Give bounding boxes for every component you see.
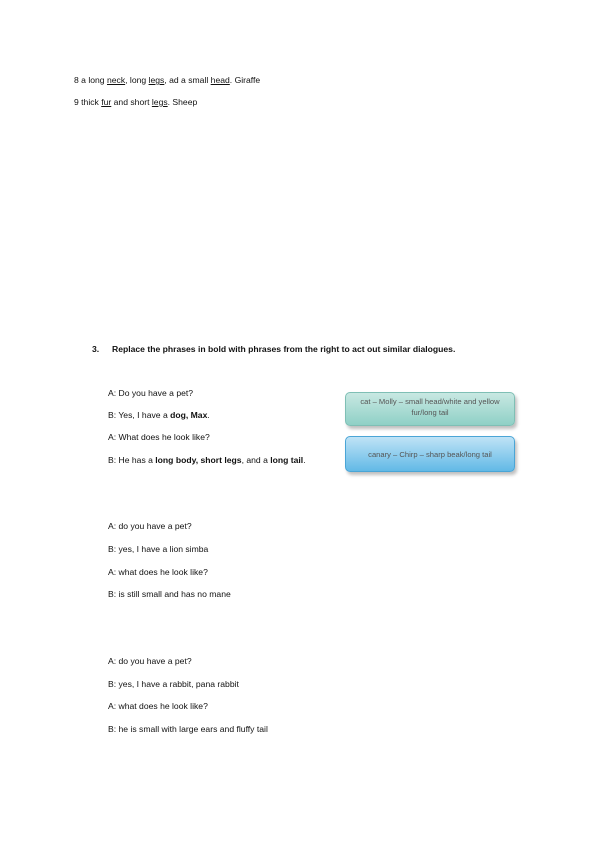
- underlined-word: neck: [106, 75, 126, 85]
- underlined-word: legs: [151, 97, 168, 107]
- dialogue1-line3: A: What does he look like?: [108, 432, 210, 442]
- dialogue2-line3: A: what does he look like?: [108, 567, 208, 577]
- bold-phrase: long tail: [270, 455, 304, 465]
- bold-phrase: long body, short legs: [155, 455, 242, 465]
- dialogue3-line1: A: do you have a pet?: [108, 656, 192, 666]
- bold-phrase: dog, Max: [170, 410, 208, 420]
- dialogue2-line4: B: is still small and has no mane: [108, 589, 231, 599]
- answer-line-9: 9 thick fur and short legs. Sheep: [74, 97, 198, 107]
- task-number: 3.: [92, 344, 100, 354]
- dialogue2-line1: A: do you have a pet?: [108, 521, 192, 531]
- task-instruction: Replace the phrases in bold with phrases from the right to act out similar dialogues.: [112, 344, 456, 354]
- dialogue3-line2: B: yes, I have a rabbit, pana rabbit: [108, 679, 239, 689]
- underlined-word: head: [210, 75, 230, 85]
- option-box-cat: cat – Molly – small head/white and yellow fur/long tail: [345, 392, 515, 426]
- dialogue1-line4: B: He has a long body, short legs, and a long tail.: [108, 455, 306, 465]
- dialogue3-line3: A: what does he look like?: [108, 701, 208, 711]
- dialogue1-line2: B: Yes, I have a dog, Max.: [108, 410, 210, 420]
- underlined-word: legs: [148, 75, 165, 85]
- option-box-canary: canary – Chirp – sharp beak/long tail: [345, 436, 515, 472]
- dialogue2-line2: B: yes, I have a lion simba: [108, 544, 209, 554]
- dialogue1-line1: A: Do you have a pet?: [108, 388, 194, 398]
- underlined-word: fur: [101, 97, 112, 107]
- answer-line-8: 8 a long neck, long legs, ad a small head. Giraffe: [74, 75, 261, 85]
- dialogue3-line4: B: he is small with large ears and fluffy tail: [108, 724, 268, 734]
- task-heading: [92, 344, 455, 354]
